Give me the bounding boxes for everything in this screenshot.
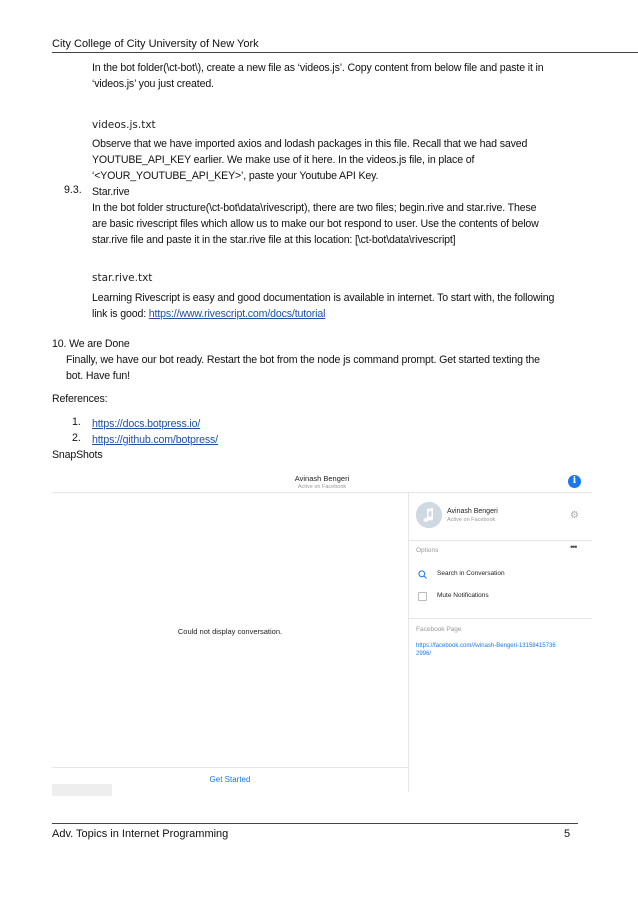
paragraph-line: In the bot folder(\ct-bot\), create a new file as ‘videos.js’. Copy content from below file and paste it in xyxy=(92,62,544,74)
header-divider xyxy=(52,52,638,53)
reference-link-botpress-github[interactable]: https://github.com/botpress/ xyxy=(92,434,218,446)
paragraph-line: Finally, we have our bot ready. Restart the bot from the node js command prompt. Get started texting the xyxy=(66,354,540,366)
mute-notifications-option[interactable]: Mute Notifications xyxy=(437,592,489,599)
panel-contact-name: Avinash Bengeri xyxy=(447,508,498,515)
footer-course: Adv. Topics in Internet Programming xyxy=(52,828,229,840)
footer-divider xyxy=(52,823,578,824)
panel-divider-line xyxy=(409,540,592,541)
paragraph-line: Observe that we have imported axios and lodash packages in this file. Recall that we had saved xyxy=(92,138,528,150)
reference-link-botpress-docs[interactable]: https://docs.botpress.io/ xyxy=(92,418,201,430)
panel-divider xyxy=(408,492,409,792)
search-icon xyxy=(418,570,427,579)
panel-divider-line xyxy=(409,618,592,619)
info-icon[interactable]: i xyxy=(568,475,581,488)
paragraph-text: link is good: xyxy=(92,308,149,320)
facebook-page-link[interactable]: https://facebook.com/Avinash-Bengeri-131584157362996/ xyxy=(416,643,556,657)
facebook-page-label: Facebook Page xyxy=(416,626,462,633)
reference-number: 2. xyxy=(72,432,81,444)
messenger-screenshot xyxy=(52,466,592,796)
header-institution: City College of City University of New York xyxy=(52,38,259,50)
paragraph-line: In the bot folder structure(\ct-bot\data\rivescript), there are two files; begin.rive and star.rive. These xyxy=(92,202,537,214)
contact-name: Avinash Bengeri xyxy=(294,474,350,483)
rivescript-tutorial-link[interactable]: https://www.rivescript.com/docs/tutorial xyxy=(148,308,326,320)
snapshots-title: SnapShots xyxy=(52,449,103,461)
paragraph-line xyxy=(92,306,325,322)
section-title: 10. We are Done xyxy=(52,338,130,350)
section-title: Star.rive xyxy=(92,186,130,198)
page-number: 5 xyxy=(564,828,571,840)
attachment-videos-js[interactable]: videos.js.txt xyxy=(92,119,156,131)
avatar-icon xyxy=(416,502,442,528)
get-started-button[interactable]: Get Started xyxy=(209,775,251,784)
gray-placeholder xyxy=(52,784,112,796)
more-options-icon[interactable]: ••• xyxy=(570,542,577,552)
options-label: Options xyxy=(416,547,439,554)
panel-contact-status: Active on Facebook xyxy=(447,517,496,523)
section-number: 9.3. xyxy=(64,184,82,196)
reference-number: 1. xyxy=(72,416,81,428)
paragraph-line: ‘videos.js’ you just created. xyxy=(92,78,214,90)
empty-conversation-message: Could not display conversation. xyxy=(177,627,283,636)
paragraph-line: YOUTUBE_API_KEY earlier. We make use of it here. In the videos.js file, in place of xyxy=(92,154,475,166)
contact-status: Active on Facebook xyxy=(297,484,347,490)
gear-icon[interactable]: ⚙ xyxy=(570,510,579,521)
search-in-conversation-option[interactable]: Search in Conversation xyxy=(437,570,505,577)
attachment-star-rive[interactable]: star.rive.txt xyxy=(92,272,153,284)
references-title: References: xyxy=(52,393,108,405)
paragraph-line: star.rive file and paste it in the star.rive file at this location: [\ct-bot\data\rivescript] xyxy=(92,234,456,246)
paragraph-line: ‘<YOUR_YOUTUBE_API_KEY>’, paste your Youtube API Key. xyxy=(92,170,379,182)
composer-divider xyxy=(52,767,408,768)
mute-icon[interactable] xyxy=(418,592,427,601)
paragraph-line: are basic rivescript files which allow us to make our bot respond to user. Use the contents of below xyxy=(92,218,539,230)
paragraph-line: bot. Have fun! xyxy=(66,370,130,382)
paragraph-line: Learning Rivescript is easy and good documentation is available in internet. To start with, the following xyxy=(92,292,555,304)
